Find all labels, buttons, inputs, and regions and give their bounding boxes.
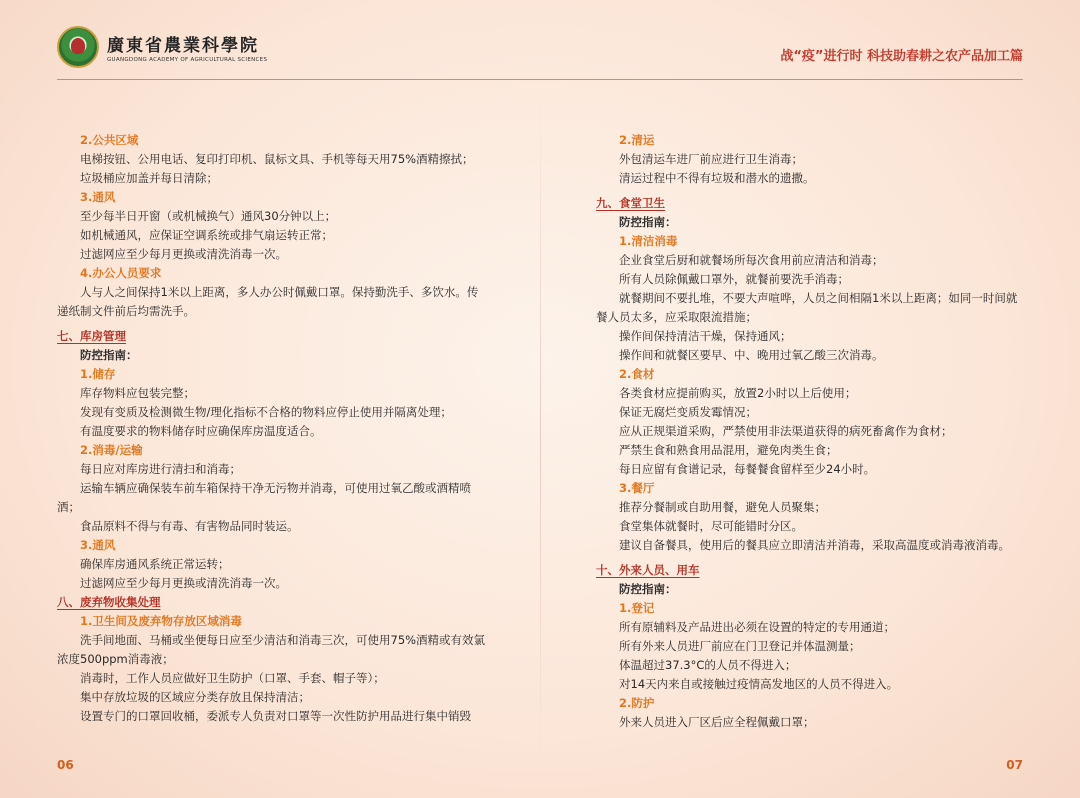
- body-line: 发现有变质及检测微生物/理化指标不合格的物料应停止使用并隔离处理；: [80, 405, 452, 419]
- subsection-title: 2.公共区域: [80, 133, 139, 147]
- body-line: 外包清运车进厂前应进行卫生消毒；: [619, 152, 803, 166]
- body-line: 消毒时，工作人员应做好卫生防护（口罩、手套、帽子等）；: [80, 671, 385, 685]
- body-line: 食品原料不得与有毒、有害物品同时装运。: [80, 519, 299, 533]
- body-line: 体温超过37.3°C的人员不得进入；: [619, 658, 797, 672]
- subsection-title: 2.防护: [619, 696, 655, 710]
- subsection-title: 1.登记: [619, 601, 655, 615]
- body-line: 库存物料应包装完整；: [80, 386, 195, 400]
- body-line: 过滤网应至少每月更换或清洗消毒一次。: [80, 247, 287, 261]
- body-line: 应从正规渠道采购，严禁使用非法渠道获得的病死畜禽作为食材；: [619, 424, 953, 438]
- body-line: 确保库房通风系统正常运转；: [80, 557, 230, 571]
- page-header: [0, 0, 1080, 80]
- body-line: 每日应对库房进行清扫和消毒；: [80, 462, 241, 476]
- body-line: 如机械通风，应保证空调系统或排气扇运转正常；: [80, 228, 333, 242]
- body-line: 清运过程中不得有垃圾和潜水的遗撒。: [619, 171, 815, 185]
- series-title: 战“疫”进行时 科技助春耕之农产品加工篇: [780, 49, 1023, 64]
- body-line: 所有人员除佩戴口罩外，就餐前要洗手消毒；: [619, 272, 849, 286]
- body-paragraph: 运输车辆应确保装车前车箱保持干净无污物并消毒，可使用过氧乙酸或酒精喷洒；: [57, 481, 471, 514]
- body-line: 建议自备餐具，使用后的餐具应立即清洁并消毒，采取高温度或消毒液消毒。: [619, 538, 1010, 552]
- body-paragraph: 就餐期间不要扎堆，不要大声喧哗，人员之间相隔1米以上距离；如同一时间就餐人员太多，应采取限流措施；: [596, 291, 1018, 324]
- subsection-title: 1.卫生间及废弃物存放区域消毒: [80, 614, 242, 628]
- body-line: 垃圾桶应加盖并每日清除；: [80, 171, 218, 185]
- body-paragraph: 人与人之间保持1米以上距离，多人办公时佩戴口罩。保持勤洗手、多饮水。传递纸制文件前后均需洗手。: [57, 285, 479, 318]
- body-line: 过滤网应至少每月更换或清洗消毒一次。: [80, 576, 287, 590]
- org-name-cn: 廣東省農業科學院: [107, 36, 259, 56]
- logo-text: [107, 31, 267, 63]
- body-line: 各类食材应提前购买，放置2小时以上后使用；: [619, 386, 857, 400]
- body-line: 企业食堂后厨和就餐场所每次食用前应清洁和消毒；: [619, 253, 884, 267]
- section-title-waste: 八、废弃物收集处理: [57, 595, 161, 609]
- subsection-title: 3.通风: [80, 538, 116, 552]
- page-number-right: 07: [1006, 758, 1023, 772]
- subsection-title: 3.通风: [80, 190, 116, 204]
- body-line: 至少每半日开窗（或机械换气）通风30分钟以上；: [80, 209, 337, 223]
- guide-label: 防控指南：: [619, 582, 677, 596]
- guide-label: 防控指南：: [80, 348, 138, 362]
- body-line: 外来人员进入厂区后应全程佩戴口罩；: [619, 715, 815, 729]
- body-paragraph: 设置专门的口罩回收桶，委派专人负责对口罩等一次性防护用品进行集中销毁: [80, 709, 471, 723]
- right-page-content: [596, 131, 1026, 732]
- subsection-title: 2.食材: [619, 367, 655, 381]
- body-line: 保证无腐烂变质发霉情况；: [619, 405, 757, 419]
- subsection-title: 4.办公人员要求: [80, 266, 162, 280]
- body-line: 操作间保持清洁干燥，保持通风；: [619, 329, 792, 343]
- subsection-title: 1.清洁消毒: [619, 234, 678, 248]
- subsection-title: 2.消毒/运输: [80, 443, 143, 457]
- section-title-canteen: 九、食堂卫生: [596, 196, 665, 210]
- section-title-storehouse: 七、库房管理: [57, 329, 126, 343]
- subsection-title: 2.清运: [619, 133, 655, 147]
- subsection-title: 3.餐厅: [619, 481, 655, 495]
- left-page-content: [57, 131, 487, 726]
- academy-logo: [57, 26, 267, 68]
- body-line: 对14天内来自或接触过疫情高发地区的人员不得进入。: [619, 677, 899, 691]
- body-line: 所有外来人员进厂前应在门卫登记并体温测量；: [619, 639, 861, 653]
- section-title-visitors: 十、外来人员、用车: [596, 563, 700, 577]
- body-line: 所有原辅料及产品进出必须在设置的特定的专用通道；: [619, 620, 895, 634]
- subsection-title: 1.储存: [80, 367, 116, 381]
- body-line: 操作间和就餐区要早、中、晚用过氧乙酸三次消毒。: [619, 348, 884, 362]
- body-line: 严禁生食和熟食用品混用，避免肉类生食；: [619, 443, 838, 457]
- body-line: 有温度要求的物料储存时应确保库房温度适合。: [80, 424, 322, 438]
- page-number-left: 06: [57, 758, 74, 772]
- body-line: 食堂集体就餐时，尽可能错时分区。: [619, 519, 803, 533]
- guide-label: 防控指南：: [619, 215, 677, 229]
- header-rule: [57, 79, 1023, 80]
- body-paragraph: 洗手间地面、马桶或坐便每日应至少清洁和消毒三次，可使用75%酒精或有效氯浓度500ppm消毒液；: [57, 633, 486, 666]
- body-line: 电梯按钮、公用电话、复印打印机、鼠标文具、手机等每天用75%酒精擦拭；: [80, 152, 474, 166]
- body-line: 推荐分餐制或自助用餐，避免人员聚集；: [619, 500, 826, 514]
- page-spine: [540, 90, 541, 770]
- org-name-en: GUANGDONG ACADEMY OF AGRICULTURAL SCIENCES: [107, 57, 268, 63]
- body-line: 每日应留有食谱记录，每餐餐食留样至少24小时。: [619, 462, 876, 476]
- academy-emblem-icon: [57, 26, 99, 68]
- body-line: 集中存放垃圾的区域应分类存放且保持清洁；: [80, 690, 310, 704]
